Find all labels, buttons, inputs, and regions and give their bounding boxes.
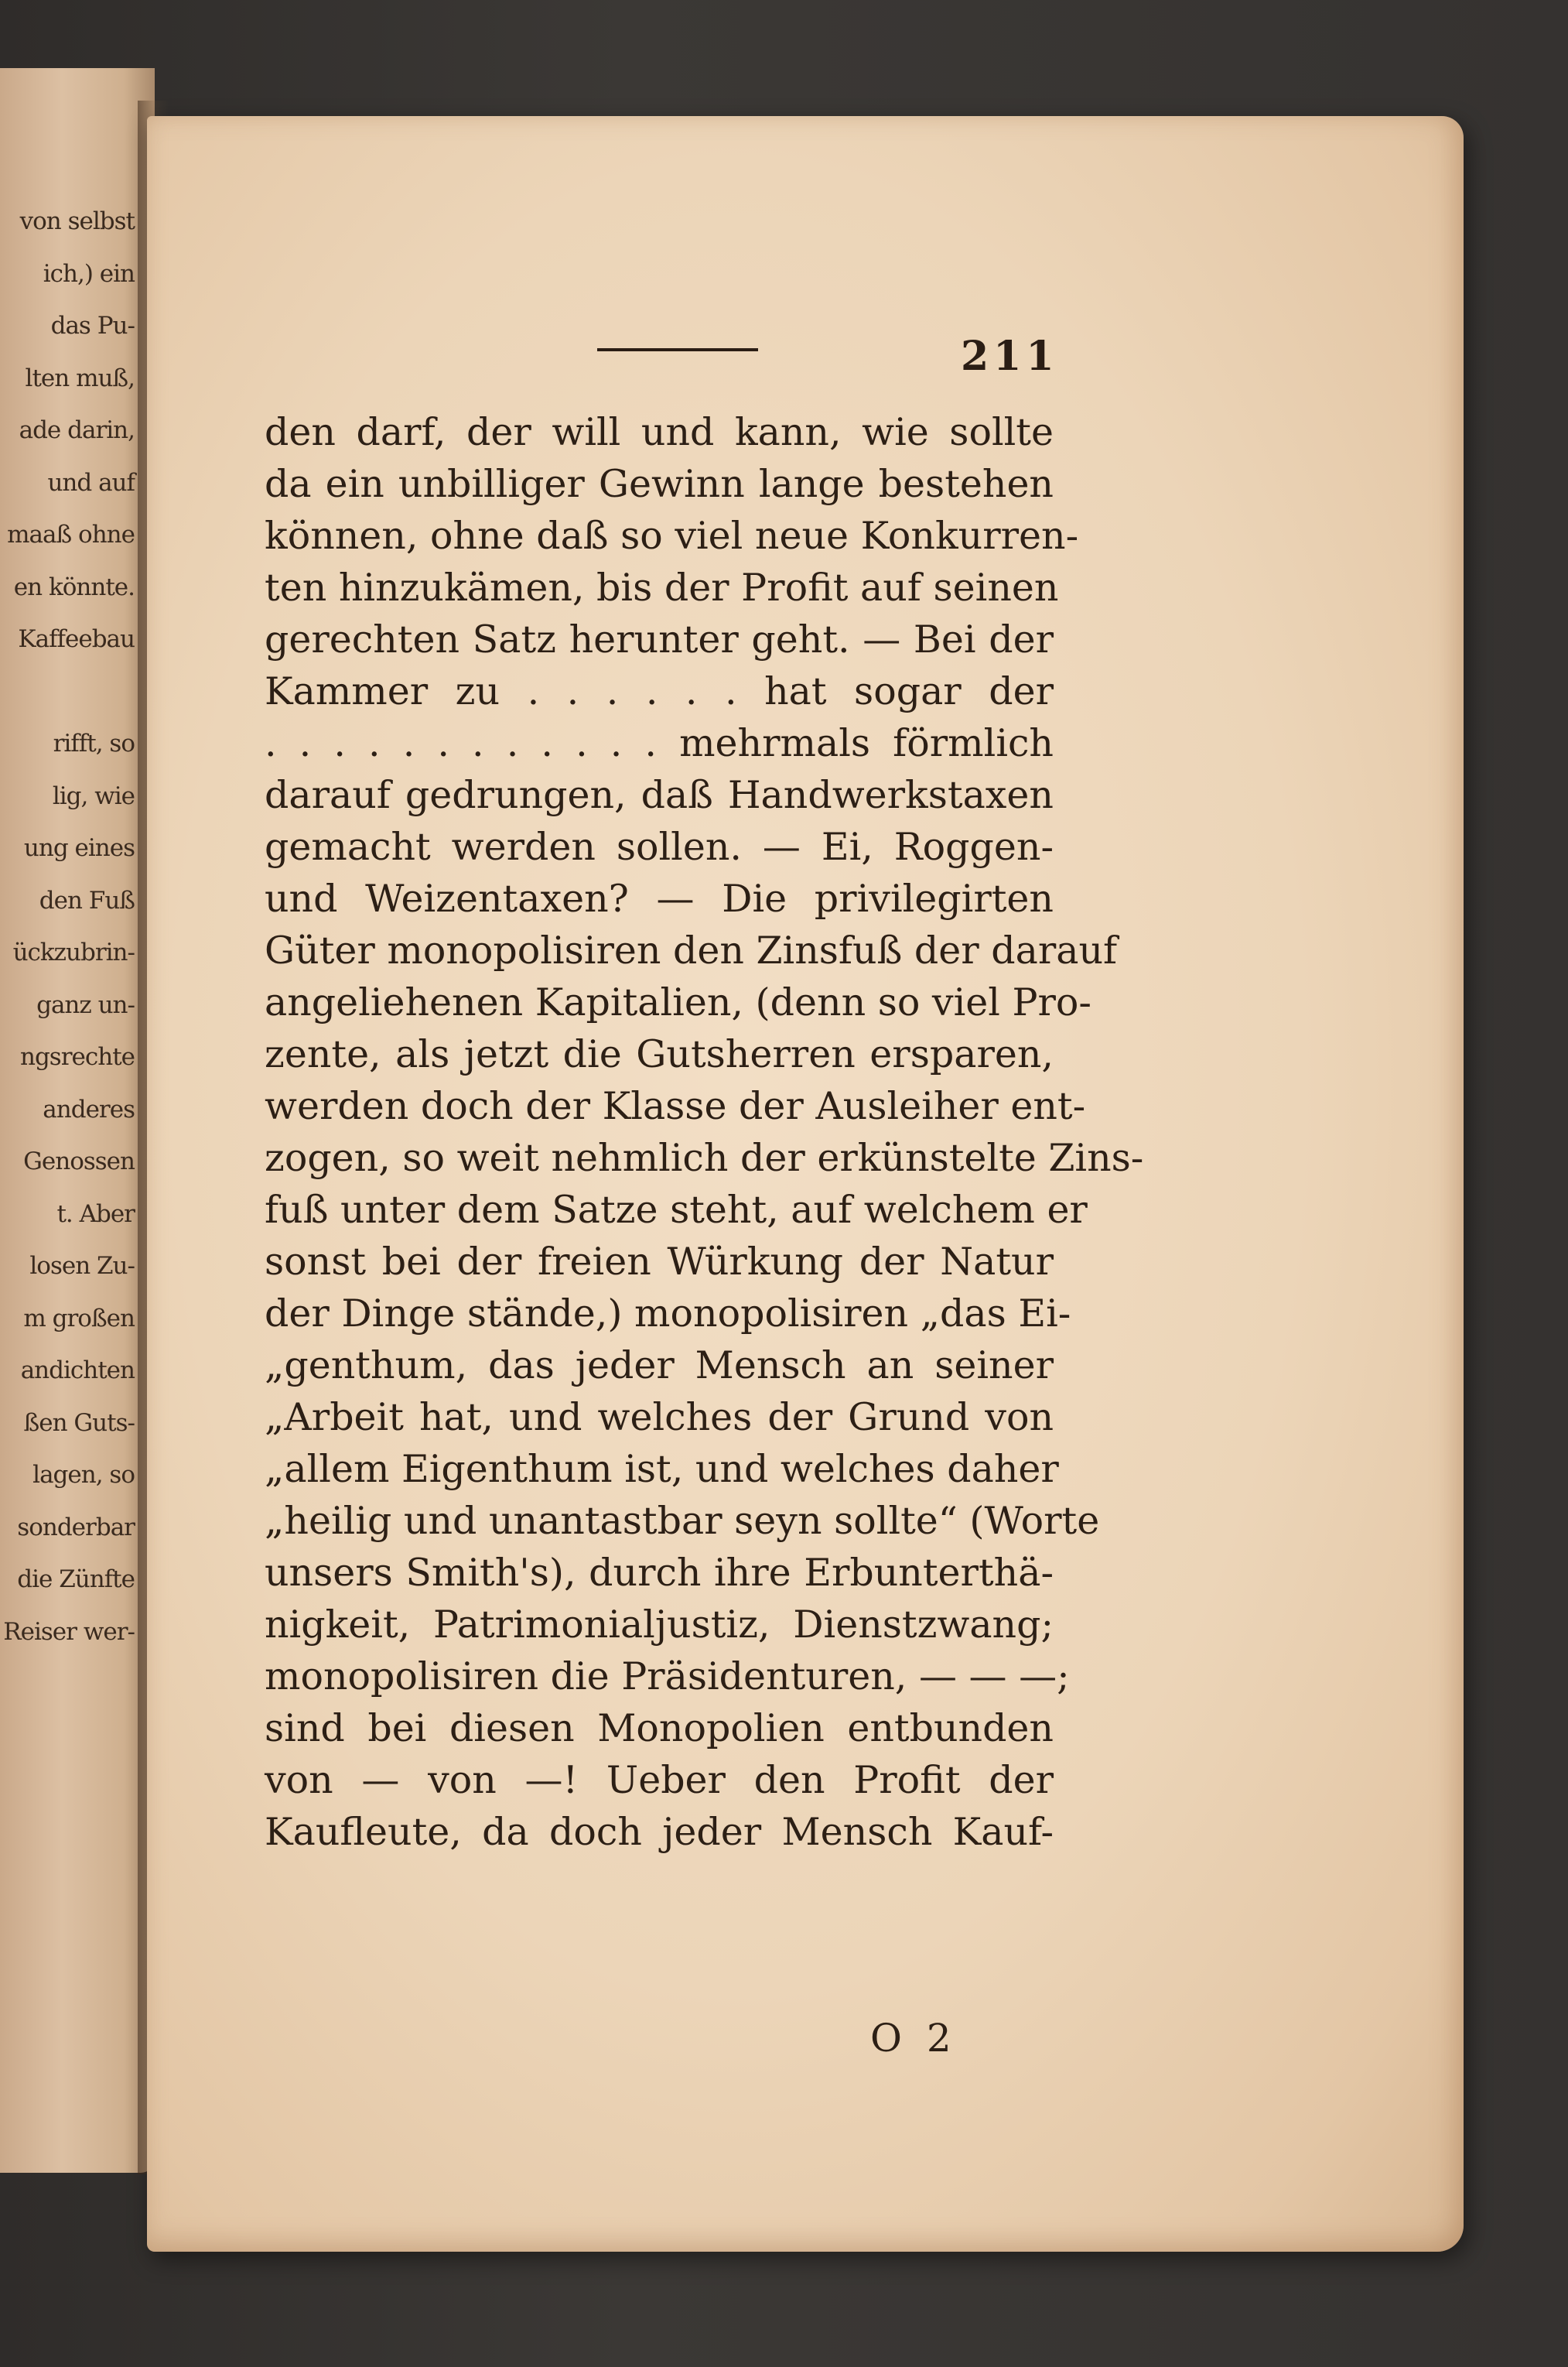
book-page — [147, 116, 1464, 2252]
text-line: ten hinzukämen, bis der Profit auf seinen — [265, 566, 1059, 610]
text-line: zogen, so weit nehmlich der erkünstelte Zins- — [265, 1136, 1144, 1180]
left-page-line: lig, wie — [52, 782, 135, 810]
left-page-line: ngsrechte — [19, 1043, 135, 1071]
text-line: sonst bei der freien Würkung der Natur — [265, 1240, 1054, 1284]
left-page-line: ich,) ein — [43, 259, 135, 288]
left-page-line: m großen — [23, 1304, 135, 1332]
left-page-line: von selbst — [19, 207, 135, 235]
left-page-line: ßen Guts- — [23, 1408, 135, 1437]
left-page-line: ung eines — [23, 834, 135, 862]
left-page-line: die Zünfte — [17, 1565, 135, 1593]
text-line: werden doch der Klasse der Ausleiher ent- — [265, 1084, 1086, 1128]
text-line: und Weizentaxen? — Die privilegirten — [265, 877, 1054, 921]
text-line: „allem Eigenthum ist, und welches daher — [265, 1447, 1059, 1491]
body-text — [265, 406, 1144, 1858]
left-page-line: ade darin, — [19, 416, 135, 444]
text-line: Kammer zu . . . . . . hat sogar der — [265, 669, 1054, 713]
text-line: fuß unter dem Satze steht, auf welchem er — [265, 1188, 1088, 1232]
text-line: darauf gedrungen, daß Handwerkstaxen — [265, 773, 1054, 817]
left-page-line: lten muß, — [25, 364, 135, 392]
left-page-line: losen Zu- — [29, 1252, 135, 1280]
left-page-line: en könnte. — [13, 573, 135, 601]
text-line: von — von —! Ueber den Profit der — [265, 1758, 1054, 1802]
left-page-line: rifft, so — [53, 730, 135, 758]
text-line: den darf, der will und kann, wie sollte — [265, 410, 1054, 454]
text-line: „Arbeit hat, und welches der Grund von — [265, 1395, 1054, 1439]
text-line: monopolisiren die Präsidenturen, — — —; — [265, 1654, 1070, 1698]
text-line: gemacht werden sollen. — Ei, Roggen- — [265, 825, 1054, 869]
text-line: gerechten Satz herunter geht. — Bei der — [265, 617, 1054, 662]
left-page-line: ganz un- — [36, 990, 135, 1019]
left-page-line: das Pu- — [50, 312, 135, 340]
left-page-line: andichten — [20, 1356, 135, 1384]
text-line: Güter monopolisiren den Zinsfuß der darauf — [265, 929, 1118, 973]
text-line: der Dinge stände,) monopolisiren „das Ei- — [265, 1291, 1071, 1336]
header-rule — [597, 348, 758, 351]
text-line: nigkeit, Patrimonialjustiz, Dienstzwang; — [265, 1603, 1054, 1647]
text-line: unsers Smith's), durch ihre Erbunterthä- — [265, 1551, 1054, 1595]
left-page-line: Genossen — [23, 1148, 135, 1175]
text-line: Kaufleute, da doch jeder Mensch Kauf- — [265, 1810, 1054, 1854]
page-number: 211 — [961, 333, 1059, 380]
text-line: da ein unbilliger Gewinn lange bestehen — [265, 462, 1054, 506]
left-page-line: maaß ohne — [7, 521, 135, 549]
text-line: zente, als jetzt die Gutsherren ersparen, — [265, 1032, 1054, 1076]
left-page-line: und auf — [47, 468, 135, 497]
left-page-line: den Fuß — [39, 886, 135, 915]
text-line: angeliehenen Kapitalien, (denn so viel Pro- — [265, 980, 1091, 1024]
text-line: sind bei diesen Monopolien entbunden — [265, 1706, 1054, 1750]
left-page-line: lagen, so — [32, 1461, 135, 1489]
left-page-line: anderes — [43, 1095, 135, 1124]
text-line: „heilig und unantastbar seyn sollte“ (Worte — [265, 1499, 1100, 1543]
left-page-line: t. Aber — [56, 1199, 135, 1228]
previous-page-edge — [0, 68, 155, 2173]
left-page-line: sonderbar — [17, 1513, 135, 1541]
left-page-line: ückzubrin- — [12, 939, 135, 966]
left-page-line: Kaffeebau — [18, 625, 135, 653]
text-line: „genthum, das jeder Mensch an seiner — [265, 1343, 1054, 1387]
signature-mark: O 2 — [870, 2016, 958, 2061]
text-line: . . . . . . . . . . . . mehrmals förmlich — [265, 721, 1054, 765]
text-line: können, ohne daß so viel neue Konkurren- — [265, 514, 1079, 558]
left-page-line: Reiser wer- — [3, 1617, 135, 1646]
